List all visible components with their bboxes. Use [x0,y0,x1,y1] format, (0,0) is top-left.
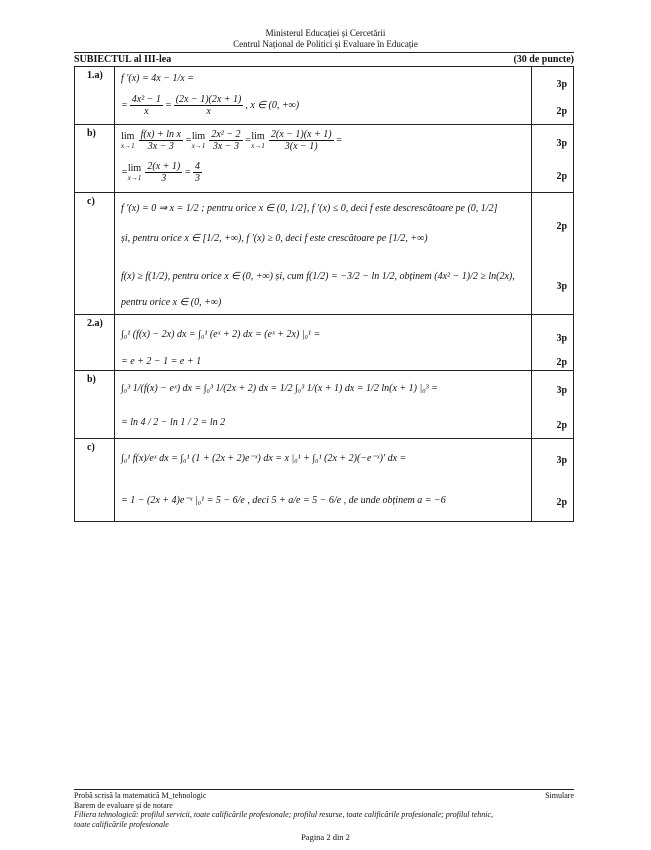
points-value: 3p [556,138,567,149]
item-label: 1.a) [75,67,115,124]
points-column [531,315,573,370]
points-column [531,371,573,438]
solution-line: lim x→1 $\frac{\text{f(x) + ln x}}{3x - 3}$ = lim x→1 $\frac{\text{2x² − 2}}{3x - 3}$ = lim x→1 $\frac{2(x - 1)(x + 1)}{3(x - 1)}$ = [121,129,343,152]
track-info-cont: toate calificările profesionale [74,819,169,829]
item-2a [75,315,573,371]
solution-line: f '(x) = 0 ⇒ x = 1/2 ; pentru orice x ∈ (0, 1/2], f '(x) ≤ 0, deci f este descrescătoare pe (0, 1/2] [121,203,498,214]
solution-line: ∫₀³ 1/(f(x) − eˣ) dx = ∫₀³ 1/(2x + 2) dx = 1/2 ∫₀³ 1/(x + 1) dx = 1/2 ln(x + 1) |₀³ = [121,383,438,394]
item-label: 2.a) [75,315,115,370]
ministry-name: Ministerul Educației și Cercetării [265,28,386,38]
points-value: 2p [556,497,567,508]
document-footer [74,789,574,829]
item-label: b) [75,125,115,192]
points-column [531,439,573,521]
solution-line: = 1 − (2x + 4)e⁻ˣ |₀¹ = 5 − 6/e , deci 5 + a/e = 5 − 6/e , de unde obținem a = −6 [121,495,446,506]
item-label: c) [75,439,115,521]
item-label: c) [75,193,115,314]
item-content [115,439,531,521]
item-1b [75,125,573,193]
points-value: 2p [556,357,567,368]
item-2b [75,371,573,439]
item-1a [75,67,573,125]
solution-line: pentru orice x ∈ (0, +∞) [121,297,222,308]
points-column [531,67,573,124]
grading-table [74,66,574,522]
points-value: 3p [556,281,567,292]
page-number: Pagina 2 din 2 [301,832,350,842]
subject-points: (30 de puncte) [513,54,574,65]
subject-bar [74,52,574,65]
points-value: 2p [556,106,567,117]
item-2c [75,439,573,521]
points-value: 3p [556,79,567,90]
solution-line: = e + 2 − 1 = e + 1 [121,356,202,367]
subject-title: SUBIECTUL al III-lea [74,54,172,65]
solution-line: ∫₀¹ f(x)/eˣ dx = ∫₀¹ (1 + (2x + 2)e⁻ˣ) dx = x |₀¹ + ∫₀¹ (2x + 2)(−e⁻ˣ)' dx = [121,453,407,464]
solution-line: și, pentru orice x ∈ [1/2, +∞), f '(x) ≥ 0, deci f este crescătoare pe [1/2, +∞) [121,233,428,244]
solution-line: ∫₀¹ (f(x) − 2x) dx = ∫₀¹ (eˣ + 2) dx = (eˣ + 2x) |₀¹ = [121,329,321,340]
item-content [115,67,531,124]
track-info: Filiera tehnologică: profilul servicii, toate calificările profesionale; profilul resurse, toate calificările profesionale; profilul tehnic, [74,810,494,819]
item-label: b) [75,371,115,438]
exam-name: Probă scrisă la matematică M_tehnologic [74,791,207,800]
exam-type: Simulare [545,791,574,800]
points-value: 3p [556,333,567,344]
solution-line: = $\frac{\text{4x² − 1}}{x}$ = $\frac{(2x - 1)(2x + 1)}{x}$ , x ∈ (0, +∞) [121,94,300,117]
document-header [0,28,651,50]
item-content [115,193,531,314]
solution-line: f '(x) = 4x − 1/x = [121,73,194,84]
points-value: 3p [556,385,567,396]
fraction: $\frac{(2x - 1)(2x + 1)}{x}$ [175,94,242,117]
item-1c [75,193,573,315]
center-name: Centrul Național de Politici și Evaluare în Educație [233,39,418,49]
item-content [115,315,531,370]
points-column [531,125,573,192]
points-value: 2p [556,221,567,232]
points-value: 2p [556,171,567,182]
item-content [115,371,531,438]
fraction: $\frac{\text{4x² − 1}}{x}$ [131,94,161,117]
item-content [115,125,531,192]
grading-title: Barem de evaluare și de notare [74,800,173,810]
points-value: 3p [556,455,567,466]
solution-line: f(x) ≥ f(1/2), pentru orice x ∈ (0, +∞) și, cum f(1/2) = −3/2 − ln 1/2, obținem (4x² − 1)/2 ≥ ln(2x), [121,271,515,282]
solution-line: = lim x→1 $\frac{2(x + 1)}{3}$ = $\frac{4}{3}$ [121,161,200,184]
solution-line: = ln 4 / 2 − ln 1 / 2 = ln 2 [121,417,226,428]
points-column [531,193,573,314]
points-value: 2p [556,420,567,431]
